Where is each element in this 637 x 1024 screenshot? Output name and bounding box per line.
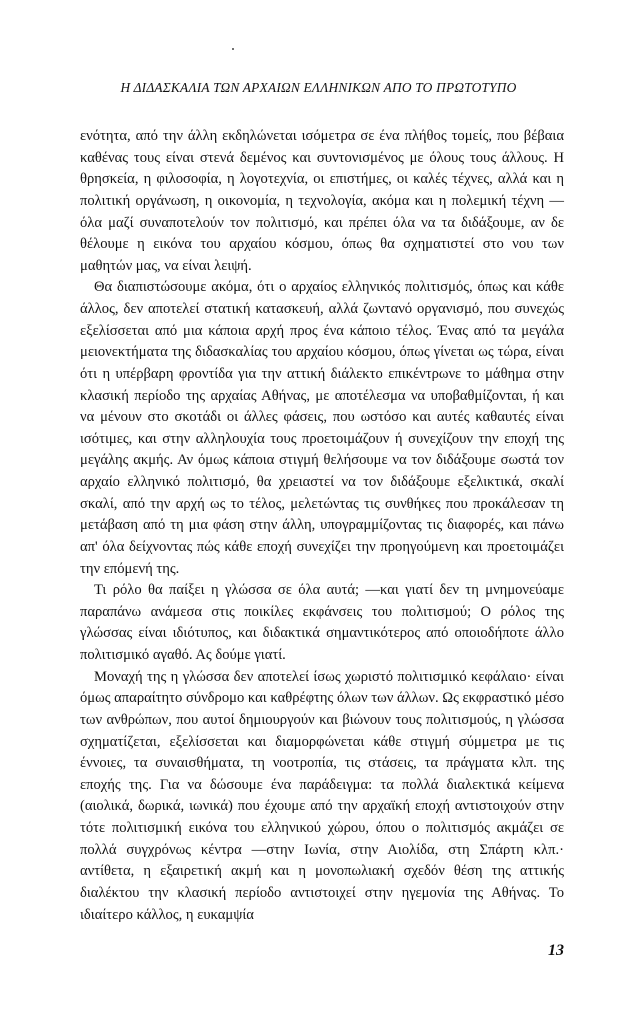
paragraph-4: Μοναχή της η γλώσσα δεν αποτελεί ίσως χωριστό πολιτισμικό κεφάλαιο· είναι όμως απαραίτητο σύνδρομο και καθρέφτης όλων των άλλων. Ως εκφραστικό μέσο των ανθρώπων, που αυτοί δημιουργούν και βιώνουν τους πολιτισμούς, η γλώσσα σχηματίζεται, εξελίσσεται και διαμορφώνεται κάθε στιγμή σύμμετρα με τις έννοιες, τα συναισθήματα, τη νοοτροπία, τις στάσεις, τα πράγματα κλπ. της εποχής της. Για να δώσουμε ένα παράδειγμα: τα πολλά διαλεκτικά κείμενα (αιολικά, δωρικά, ιωνικά) που έχουμε από την αρχαϊκή εποχή αντιστοιχούν στην τότε πολιτισμική εικόνα του ελληνικού χώρου, όπου ο πολιτισμός ακμάζει σε πολλά συγχρόνως κέντρα —στην Ιωνία, στην Αιολίδα, στη Σπάρτη κλπ.· αντίθετα, η εξαιρετική ακμή και η μονοπωλιακή σχεδόν θέση της αττικής διαλέκτου την κλασική περίοδο αντιστοιχεί στην ηγεμονία της Αθήνας. Το ιδιαίτερο κάλλος, η ευκαμψία (80, 668, 564, 923)
paragraph-2: Θα διαπιστώσουμε ακόμα, ότι ο αρχαίος ελληνικός πολιτισμός, όπως και κάθε άλλος, δεν αποτελεί στατική κατασκευή, αλλά ζωντανό οργανισμό, που συνεχώς εξελίσσεται από μια κάποια αρχή προς ένα κάποιο τέλος. Ένας από τα μεγάλα μειονεκτήματα της διδασκαλίας του αρχαίου κόσμου, όπως γίνεται ως τώρα, είναι ότι η υπέρβαρη φροντίδα για την αττική διάλεκτο επικέντρωνε το μάθημα στην κλασική περίοδο της αρχαίας Αθήνας, με αποτέλεσμα να υποβαθμίζονται, ή και να μένουν στο σκοτάδι οι άλλες φάσεις, που ωστόσο και αυτές καθαυτές είναι ισότιμες, και στην αλληλουχία τους προετοιμάζουν ή συνεχίζουν την εποχή της μεγάλης ακμής. Αν όμως κάποια στιγμή θελήσουμε να τον διδάξουμε σωστά τον αρχαίο ελληνικό πολιτισμό, θα χρειαστεί να τον διδάξουμε εξελικτικά, σκαλί σκαλί, από την αρχή ως το τέλος, μελετώντας τις συνθήκες που προκάλεσαν τη μετάβαση από τη μια φάση στην άλλη, υπογραμμίζοντας τις διαφορές, και πάνω απ' όλα δείχνοντας πώς κάθε εποχή συνεχίζει την προηγούμενη και προετοιμάζει την επόμενή της. (80, 279, 564, 577)
paragraph-1: ενότητα, από την άλλη εκδηλώνεται ισόμετρα σε ένα πλήθος τομείς, που βέβαια καθένας τους είναι στενά δεμένος και συντονισμένος με όλους τους άλλους. Η θρησκεία, η φιλοσοφία, η λογοτεχνία, οι επιστήμες, οι καλές τέχνες, αλλά και η πολιτική οργάνωση, η οικονομία, η τεχνολογία, ακόμα και η πολεμική τέχνη —όλα μαζί συναποτελούν τον πολιτισμό, και πρέπει όλα να τα διδάξουμε, αν δε θέλουμε η εικόνα του αρχαίου κόσμου, όπως θα σχηματιστεί στο νου των μαθητών μας, να είναι λειψή. (80, 128, 564, 274)
scan-speck (232, 48, 234, 50)
body-text (80, 126, 564, 926)
page-number: 13 (548, 942, 564, 959)
paragraph-3: Τι ρόλο θα παίξει η γλώσσα σε όλα αυτά; —και γιατί δεν τη μνημονεύαμε παραπάνω ανάμεσα στις ποικίλες εκφάνσεις του πολιτισμού; Ο ρόλος της γλώσσας είναι ιδιότυπος, και διδακτικά σημαντικότερος από οποιοδήποτε άλλο πολιτισμικό αγαθό. Ας δούμε γιατί. (80, 582, 564, 663)
running-header: Η ΔΙΔΑΣΚΑΛΙΑ ΤΩΝ ΑΡΧΑΙΩΝ ΕΛΛΗΝΙΚΩΝ ΑΠΟ ΤΟ ΠΡΩΤΟΤΥΠΟ (120, 80, 517, 95)
